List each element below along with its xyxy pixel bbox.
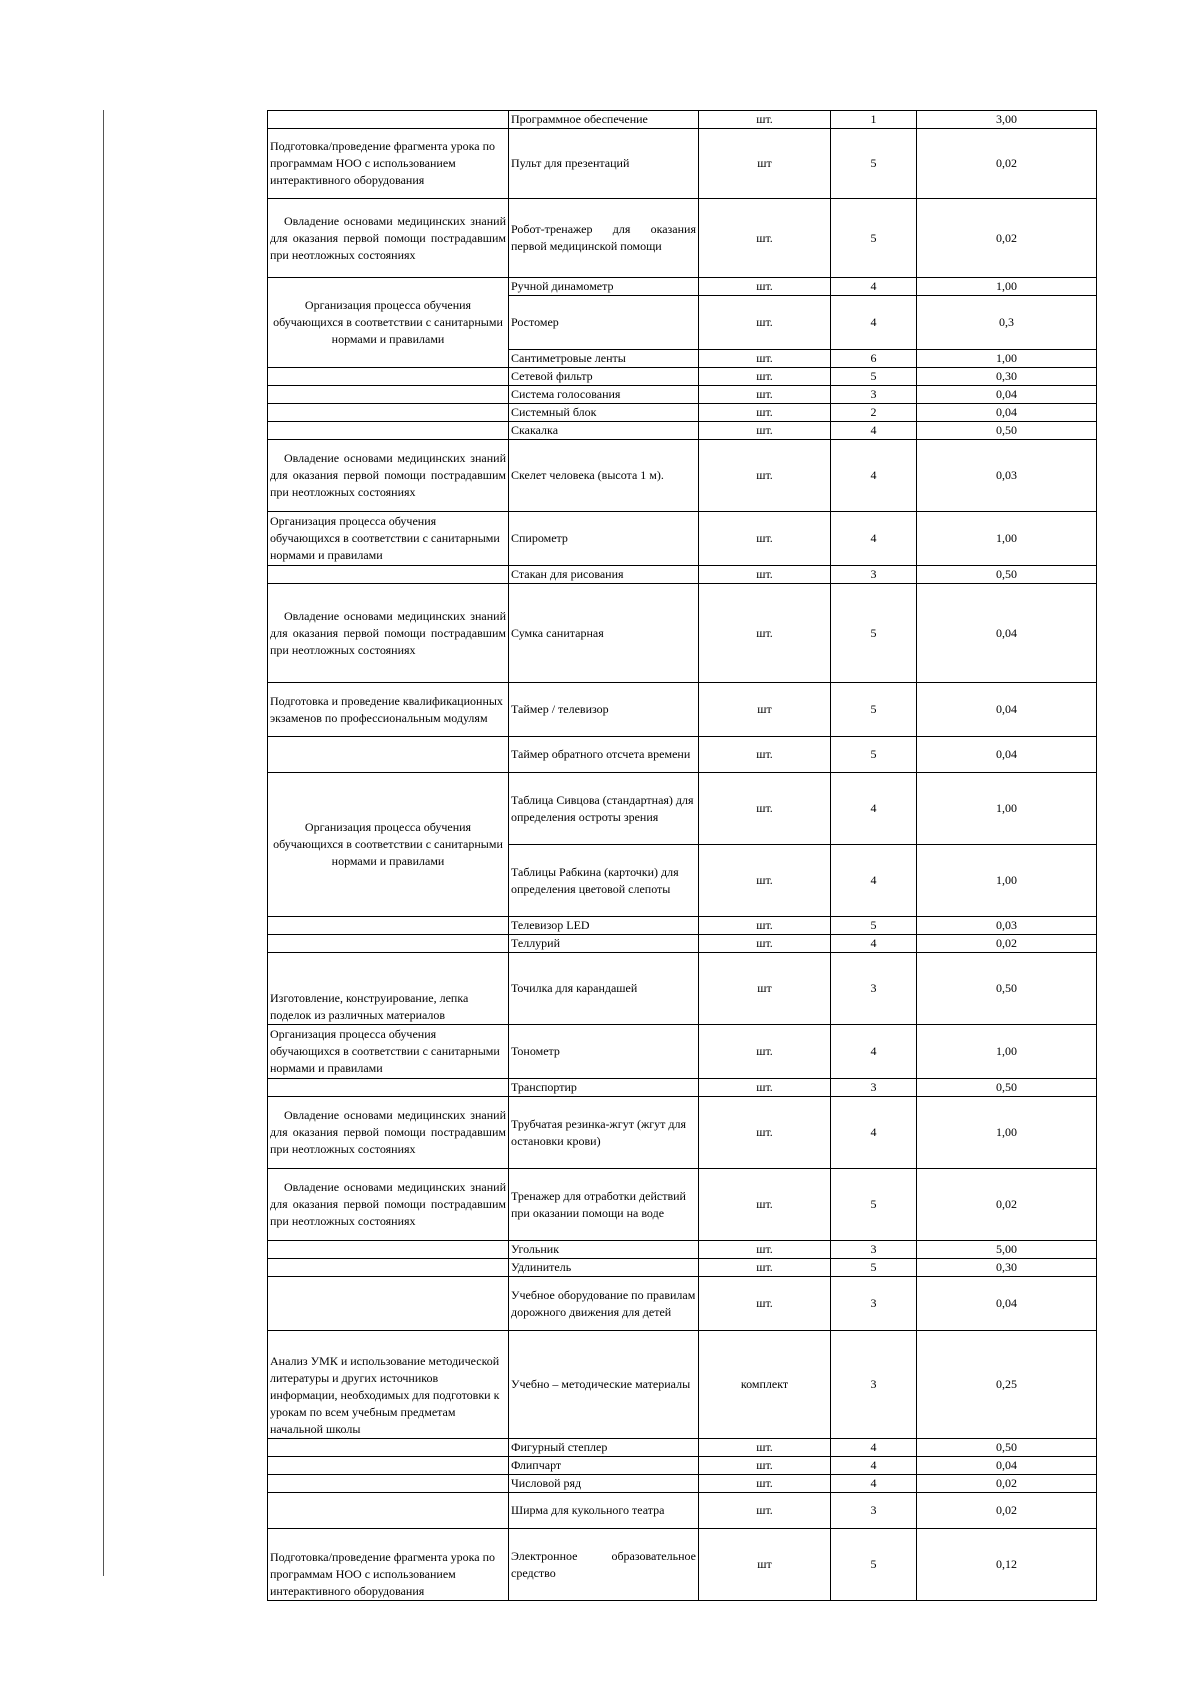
activity-cell: Овладение основами медицинских знаний для оказания первой помощи пострадавшим при неотложных состояниях [268, 1169, 509, 1241]
table-row [268, 1025, 1097, 1079]
unit-cell: шт [699, 953, 831, 1025]
quantity-cell: 5 [831, 1529, 917, 1601]
unit-cell: шт [699, 129, 831, 199]
table-row [268, 1259, 1097, 1277]
activity-cell: Подготовка/проведение фрагмента урока по программам НОО с использованием интерактивного оборудования [268, 1529, 509, 1601]
value-cell: 0,04 [917, 584, 1097, 683]
unit-cell: шт. [699, 1259, 831, 1277]
value-cell: 0,50 [917, 566, 1097, 584]
value-cell: 0,50 [917, 422, 1097, 440]
unit-cell: шт. [699, 1475, 831, 1493]
equipment-table [267, 110, 1097, 1601]
unit-cell: шт. [699, 1493, 831, 1529]
unit-cell: шт. [699, 1439, 831, 1457]
value-cell: 0,04 [917, 386, 1097, 404]
value-cell: 0,04 [917, 683, 1097, 737]
unit-cell: шт. [699, 199, 831, 278]
table-row [268, 773, 1097, 845]
activity-cell [268, 1079, 509, 1097]
item-name-cell: Ручной динамометр [509, 278, 699, 296]
item-name-cell: Учебное оборудование по правилам дорожного движения для детей [509, 1277, 699, 1331]
item-name-cell: Транспортир [509, 1079, 699, 1097]
item-name-cell: Ростомер [509, 296, 699, 350]
quantity-cell: 4 [831, 1439, 917, 1457]
quantity-cell: 5 [831, 1259, 917, 1277]
unit-cell: шт. [699, 1079, 831, 1097]
item-name-cell: Телевизор LED [509, 917, 699, 935]
value-cell: 0,50 [917, 953, 1097, 1025]
activity-cell [268, 368, 509, 386]
table-row [268, 1439, 1097, 1457]
quantity-cell: 4 [831, 1457, 917, 1475]
unit-cell: шт. [699, 1241, 831, 1259]
table-row [268, 386, 1097, 404]
table-row [268, 368, 1097, 386]
unit-cell: шт. [699, 386, 831, 404]
table-row [268, 935, 1097, 953]
unit-cell: шт. [699, 584, 831, 683]
item-name-cell: Системный блок [509, 404, 699, 422]
quantity-cell: 4 [831, 296, 917, 350]
item-name-cell: Электронное образовательное средство [509, 1529, 699, 1601]
value-cell: 0,04 [917, 1457, 1097, 1475]
table-row [268, 129, 1097, 199]
item-name-cell: Сумка санитарная [509, 584, 699, 683]
table-row [268, 111, 1097, 129]
quantity-cell: 5 [831, 368, 917, 386]
quantity-cell: 4 [831, 422, 917, 440]
activity-cell: Организация процесса обучения обучающихся в соответствии с санитарными нормами и правилами [268, 773, 509, 917]
value-cell: 0,04 [917, 737, 1097, 773]
activity-cell [268, 935, 509, 953]
value-cell: 0,03 [917, 917, 1097, 935]
item-name-cell: Трубчатая резинка-жгут (жгут для остановки крови) [509, 1097, 699, 1169]
value-cell: 0,04 [917, 404, 1097, 422]
value-cell: 1,00 [917, 278, 1097, 296]
table-row [268, 1331, 1097, 1439]
table-row [268, 404, 1097, 422]
activity-cell [268, 404, 509, 422]
quantity-cell: 1 [831, 111, 917, 129]
value-cell: 0,50 [917, 1079, 1097, 1097]
value-cell: 0,02 [917, 1475, 1097, 1493]
item-name-cell: Таблица Сивцова (стандартная) для определения остроты зрения [509, 773, 699, 845]
quantity-cell: 3 [831, 1493, 917, 1529]
activity-cell [268, 111, 509, 129]
unit-cell: шт. [699, 737, 831, 773]
value-cell: 1,00 [917, 1097, 1097, 1169]
item-name-cell: Программное обеспечение [509, 111, 699, 129]
item-name-cell: Флипчарт [509, 1457, 699, 1475]
unit-cell: шт. [699, 845, 831, 917]
item-name-cell: Тренажер для отработки действий при оказании помощи на воде [509, 1169, 699, 1241]
table-row [268, 737, 1097, 773]
value-cell: 0,02 [917, 129, 1097, 199]
unit-cell: шт. [699, 404, 831, 422]
activity-cell: Овладение основами медицинских знаний для оказания первой помощи пострадавшим при неотложных состояниях [268, 440, 509, 512]
quantity-cell: 3 [831, 953, 917, 1025]
activity-cell: Организация процесса обучения обучающихся в соответствии с санитарными нормами и правилами [268, 278, 509, 368]
unit-cell: шт. [699, 935, 831, 953]
item-name-cell: Система голосования [509, 386, 699, 404]
activity-cell: Подготовка и проведение квалификационных экзаменов по профессиональным модулям [268, 683, 509, 737]
table-row [268, 1169, 1097, 1241]
table-row [268, 199, 1097, 278]
table-row [268, 1457, 1097, 1475]
activity-cell: Организация процесса обучения обучающихся в соответствии с санитарными нормами и правилами [268, 1025, 509, 1079]
unit-cell: шт. [699, 566, 831, 584]
table-row [268, 1277, 1097, 1331]
quantity-cell: 3 [831, 566, 917, 584]
quantity-cell: 4 [831, 773, 917, 845]
value-cell: 5,00 [917, 1241, 1097, 1259]
unit-cell: шт [699, 683, 831, 737]
activity-cell [268, 737, 509, 773]
value-cell: 0,3 [917, 296, 1097, 350]
unit-cell: шт. [699, 422, 831, 440]
activity-cell [268, 917, 509, 935]
item-name-cell: Точилка для карандашей [509, 953, 699, 1025]
unit-cell: шт. [699, 111, 831, 129]
unit-cell: шт. [699, 368, 831, 386]
table-row [268, 1241, 1097, 1259]
unit-cell: шт. [699, 1277, 831, 1331]
quantity-cell: 3 [831, 1331, 917, 1439]
unit-cell: шт. [699, 917, 831, 935]
item-name-cell: Теллурий [509, 935, 699, 953]
unit-cell: комплект [699, 1331, 831, 1439]
quantity-cell: 4 [831, 440, 917, 512]
activity-cell [268, 386, 509, 404]
item-name-cell: Тонометр [509, 1025, 699, 1079]
activity-cell: Овладение основами медицинских знаний для оказания первой помощи пострадавшим при неотложных состояниях [268, 199, 509, 278]
quantity-cell: 5 [831, 737, 917, 773]
value-cell: 0,30 [917, 368, 1097, 386]
activity-cell [268, 1259, 509, 1277]
value-cell: 1,00 [917, 512, 1097, 566]
value-cell: 0,02 [917, 1169, 1097, 1241]
unit-cell: шт. [699, 512, 831, 566]
value-cell: 0,50 [917, 1439, 1097, 1457]
quantity-cell: 3 [831, 1241, 917, 1259]
item-name-cell: Числовой ряд [509, 1475, 699, 1493]
table-row [268, 1529, 1097, 1601]
value-cell: 0,04 [917, 1277, 1097, 1331]
value-cell: 1,00 [917, 845, 1097, 917]
table-row [268, 422, 1097, 440]
item-name-cell: Скелет человека (высота 1 м). [509, 440, 699, 512]
value-cell: 0,12 [917, 1529, 1097, 1601]
value-cell: 0,02 [917, 1493, 1097, 1529]
unit-cell: шт. [699, 773, 831, 845]
quantity-cell: 4 [831, 512, 917, 566]
value-cell: 1,00 [917, 350, 1097, 368]
value-cell: 0,02 [917, 199, 1097, 278]
quantity-cell: 4 [831, 1475, 917, 1493]
item-name-cell: Угольник [509, 1241, 699, 1259]
item-name-cell: Таймер / телевизор [509, 683, 699, 737]
item-name-cell: Ширма для кукольного театра [509, 1493, 699, 1529]
activity-cell: Организация процесса обучения обучающихся в соответствии с санитарными нормами и правилами [268, 512, 509, 566]
table-row [268, 512, 1097, 566]
quantity-cell: 5 [831, 683, 917, 737]
quantity-cell: 4 [831, 1025, 917, 1079]
unit-cell: шт. [699, 1025, 831, 1079]
table-row [268, 440, 1097, 512]
activity-cell [268, 1241, 509, 1259]
quantity-cell: 5 [831, 129, 917, 199]
quantity-cell: 4 [831, 845, 917, 917]
value-cell: 0,02 [917, 935, 1097, 953]
unit-cell: шт. [699, 1169, 831, 1241]
item-name-cell: Спирометр [509, 512, 699, 566]
item-name-cell: Таймер обратного отсчета времени [509, 737, 699, 773]
unit-cell: шт. [699, 350, 831, 368]
activity-cell [268, 1493, 509, 1529]
activity-cell [268, 566, 509, 584]
quantity-cell: 5 [831, 1169, 917, 1241]
quantity-cell: 5 [831, 584, 917, 683]
table-row [268, 1079, 1097, 1097]
table-row [268, 953, 1097, 1025]
table-row [268, 584, 1097, 683]
unit-cell: шт. [699, 440, 831, 512]
quantity-cell: 4 [831, 935, 917, 953]
activity-cell: Изготовление, конструирование, лепка поделок из различных материалов [268, 953, 509, 1025]
activity-cell [268, 1475, 509, 1493]
value-cell: 1,00 [917, 1025, 1097, 1079]
quantity-cell: 4 [831, 1097, 917, 1169]
activity-cell [268, 422, 509, 440]
quantity-cell: 2 [831, 404, 917, 422]
quantity-cell: 3 [831, 1277, 917, 1331]
item-name-cell: Пульт для презентаций [509, 129, 699, 199]
unit-cell: шт [699, 1529, 831, 1601]
activity-cell: Подготовка/проведение фрагмента урока по программам НОО с использованием интерактивного оборудования [268, 129, 509, 199]
item-name-cell: Сетевой фильтр [509, 368, 699, 386]
activity-cell: Анализ УМК и использование методической литературы и других источников информации, необходимых для подготовки к урокам по всем учебным предметам начальной школы [268, 1331, 509, 1439]
table-row [268, 1097, 1097, 1169]
quantity-cell: 5 [831, 199, 917, 278]
quantity-cell: 3 [831, 1079, 917, 1097]
unit-cell: шт. [699, 1097, 831, 1169]
table-row [268, 683, 1097, 737]
value-cell: 0,03 [917, 440, 1097, 512]
quantity-cell: 3 [831, 386, 917, 404]
quantity-cell: 4 [831, 278, 917, 296]
item-name-cell: Фигурный степлер [509, 1439, 699, 1457]
unit-cell: шт. [699, 296, 831, 350]
table-row [268, 1493, 1097, 1529]
value-cell: 0,30 [917, 1259, 1097, 1277]
value-cell: 0,25 [917, 1331, 1097, 1439]
quantity-cell: 5 [831, 917, 917, 935]
activity-cell [268, 1277, 509, 1331]
table-row [268, 278, 1097, 296]
table-row [268, 1475, 1097, 1493]
value-cell: 3,00 [917, 111, 1097, 129]
item-name-cell: Сантиметровые ленты [509, 350, 699, 368]
unit-cell: шт. [699, 278, 831, 296]
item-name-cell: Удлинитель [509, 1259, 699, 1277]
unit-cell: шт. [699, 1457, 831, 1475]
page-margin-line [103, 110, 104, 1576]
activity-cell: Овладение основами медицинских знаний для оказания первой помощи пострадавшим при неотложных состояниях [268, 584, 509, 683]
item-name-cell: Учебно – методические материалы [509, 1331, 699, 1439]
quantity-cell: 6 [831, 350, 917, 368]
item-name-cell: Таблицы Рабкина (карточки) для определения цветовой слепоты [509, 845, 699, 917]
table-row [268, 917, 1097, 935]
item-name-cell: Робот-тренажер для оказания первой медицинской помощи [509, 199, 699, 278]
table-row [268, 566, 1097, 584]
item-name-cell: Стакан для рисования [509, 566, 699, 584]
value-cell: 1,00 [917, 773, 1097, 845]
activity-cell [268, 1457, 509, 1475]
activity-cell: Овладение основами медицинских знаний для оказания первой помощи пострадавшим при неотложных состояниях [268, 1097, 509, 1169]
activity-cell [268, 1439, 509, 1457]
item-name-cell: Скакалка [509, 422, 699, 440]
